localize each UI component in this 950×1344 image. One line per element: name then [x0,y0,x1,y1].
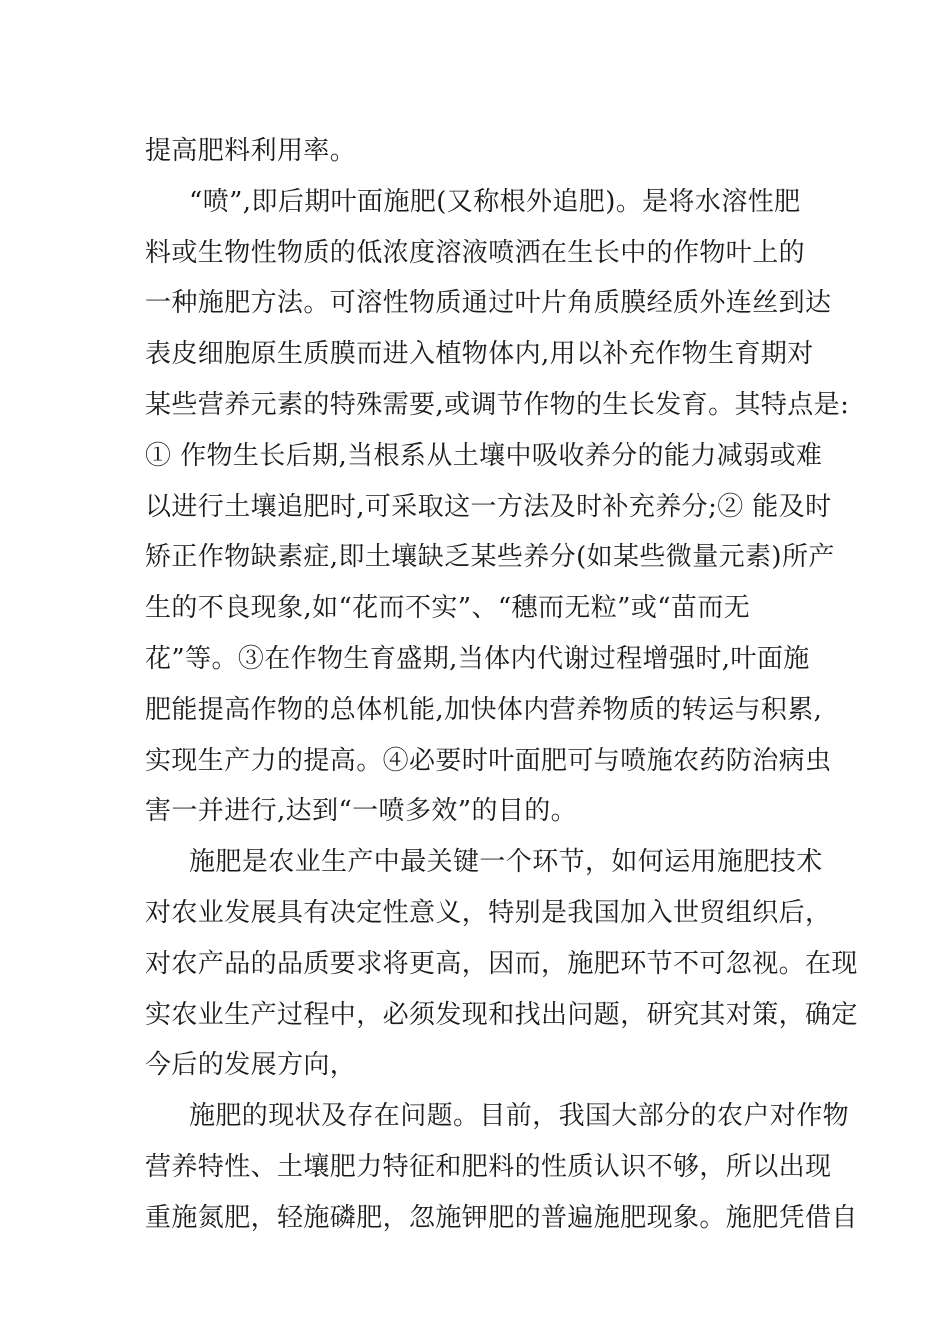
text-line: ① 作物生长后期,当根系从土壤中吸收养分的能力减弱或难 [145,440,823,471]
text-line: 提高肥料利用率。 [145,136,357,166]
text-line: 施肥的现状及存在问题。目前，我国大部分的农户对作物 [189,1101,850,1132]
text-line: 实现生产力的提高。④必要时叶面肥可与喷施农药防治病虫 [145,745,832,776]
text-line: 生的不良现象,如“花而不实”、“穗而无粒”或“苗而无 [145,593,751,624]
text-line: 肥能提高作物的总体机能,加快体内营养物质的转运与积累, [145,694,823,725]
text-line: 营养特性、土壤肥力特征和肥料的性质认识不够，所以出现 [145,1151,832,1182]
text-line: 花”等。③在作物生育盛期,当体内代谢过程增强时,叶面施 [145,643,810,674]
text-line: 某些营养元素的特殊需要,或调节作物的生长发育。其特点是: [145,389,850,420]
text-line: “喷”,即后期叶面施肥(又称根外追肥)。是将水溶性肥 [189,186,801,217]
text-line: 表皮细胞原生质膜而进入植物体内,用以补充作物生育期对 [145,339,814,370]
text-line: 害一并进行,达到“一喷多效”的目的。 [145,796,578,827]
text-line: 对农业发展具有决定性意义，特别是我国加入世贸组织后， [145,897,832,928]
text-line: 矫正作物缺素症,即土壤缺乏某些养分(如某些微量元素)所产 [145,542,835,573]
text-line: 重施氮肥，轻施磷肥，忽施钾肥的普遍施肥现象。施肥凭借自 [145,1202,858,1233]
text-line: 以进行土壤追肥时,可采取这一方法及时补充养分;② 能及时 [145,491,832,522]
text-line: 对农产品的品质要求将更高，因而，施肥环节不可忽视。在现 [145,948,858,979]
text-line: 今后的发展方向， [145,1050,357,1081]
text-line: 料或生物性物质的低浓度溶液喷洒在生长中的作物叶上的 [145,237,806,268]
text-line: 施肥是农业生产中最关键一个环节，如何运用施肥技术 [189,847,823,878]
text-line: 一种施肥方法。可溶性物质通过叶片角质膜经质外连丝到达 [145,288,832,319]
body-text [145,126,858,1244]
text-line: 实农业生产过程中，必须发现和找出问题，研究其对策，确定 [145,999,858,1030]
